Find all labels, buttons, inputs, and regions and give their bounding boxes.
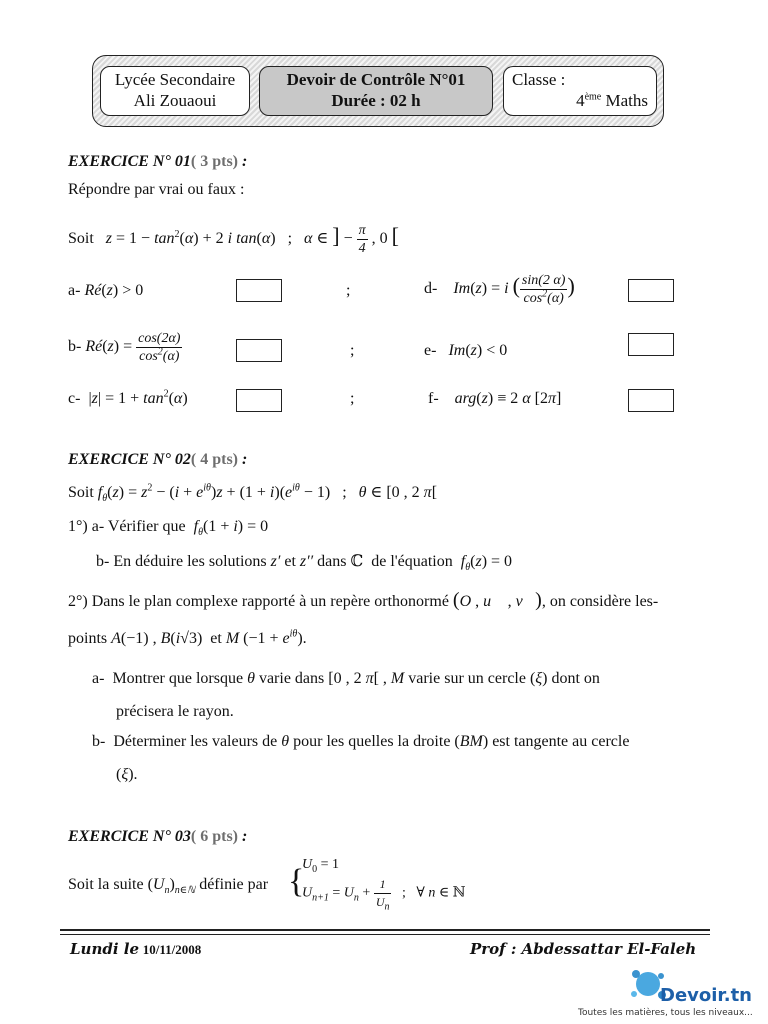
question-2a: a- Montrer que lorsque θ varie dans [0 , 2 π[ , M varie sur un cercle (ξ) dont on	[92, 670, 600, 687]
initial-term: $U_0 = 1$	[302, 857, 340, 875]
question-2b-continued: (ξ).	[116, 766, 138, 783]
school-box	[100, 66, 250, 116]
exercise-1-instruction: Répondre par vrai ou faux :	[68, 181, 245, 198]
item-b: b- Ré(z) = $\frac{\cos(2\alpha)}{\cos^2(\alpha)}$	[68, 331, 181, 364]
exam-duration: Durée : 02 h	[331, 91, 421, 110]
class-box	[503, 66, 657, 116]
item-e: e- Im(z) < 0	[424, 342, 508, 359]
question-1b: b- En déduire les solutions z′ et z′′ dans ℂ de l'équation $f_\theta(z) = 0$	[96, 553, 513, 574]
exercise-1-title: EXERCICE N° 01( 3 pts) :	[68, 153, 248, 170]
footer-rule	[60, 929, 710, 931]
exam-title: Devoir de Contrôle N°01	[286, 70, 466, 89]
footer-rule	[60, 934, 710, 935]
question-2b: b- Déterminer les valeurs de θ pour les quelles la droite (BM) est tangente au cercle	[92, 733, 630, 750]
answer-box-f[interactable]	[628, 389, 674, 412]
item-c: c- $|z| = 1 + \tan^2(\alpha)$	[68, 388, 188, 407]
class-label: Classe :	[512, 70, 566, 89]
footer-author: Prof : Abdessattar El-Faleh	[470, 940, 697, 958]
exercise-2-definition: Soit $f_\theta(z) = z^2 - (i + e^{i\theta})z + (1 + i)(e^{i\theta} - 1)$ ; θ ∈ [0 , 2 π[	[68, 482, 438, 505]
exercise-3-definition: Soit la suite $(U_n)_{n\in ℕ}$ définie par	[68, 876, 269, 897]
item-a: a- Ré(z) > 0	[68, 282, 144, 299]
exercise-2-title: EXERCICE N° 02( 4 pts) :	[68, 451, 248, 468]
answer-box-d[interactable]	[628, 279, 674, 302]
footer-date: Lundi le 10/11/2008	[70, 940, 202, 958]
exercise-3-title: EXERCICE N° 03( 6 pts) :	[68, 828, 248, 845]
system-brace: {	[288, 863, 305, 900]
recurrence-relation: $U_{n+1} = U_n$ + $\frac{1}{U_n}$ ; ∀ n ∈ ℕ	[302, 877, 466, 913]
answer-box-c[interactable]	[236, 389, 282, 412]
question-1a: 1°) a- Vérifier que $f_\theta(1 + i) = 0$	[68, 518, 269, 539]
site-slogan: Toutes les matières, tous les niveaux...	[578, 1008, 753, 1018]
school-name: Lycée Secondaire	[114, 70, 236, 89]
question-2-points: points A(−1) , B(i√3) et M $(-1 + e^{i\theta})$.	[68, 628, 307, 647]
exercise-1-definition: Soit $z = 1 - \tan^2(\alpha) + 2$ i tan(α) ; α ∈ ] − $\frac{\pi}{4}$ , 0 [	[68, 223, 399, 256]
question-2a-continued: précisera le rayon.	[116, 703, 234, 720]
school-location: Ali Zouaoui	[133, 91, 217, 110]
item-f: f- arg(z) ≡ 2 α [2π]	[428, 390, 562, 407]
answer-box-b[interactable]	[236, 339, 282, 362]
separator: ;	[346, 282, 351, 299]
item-d: d- Im(z) = i ( $\frac{\sin(2 \alpha)}{\cos^2(\alpha)}$ )	[424, 273, 575, 306]
exam-header	[92, 55, 664, 127]
class-value: 4ème Maths	[576, 91, 648, 110]
answer-box-a[interactable]	[236, 279, 282, 302]
separator: ;	[350, 342, 355, 359]
separator: ;	[350, 390, 355, 407]
answer-box-e[interactable]	[628, 333, 674, 356]
question-2: 2°) Dans le plan complexe rapporté à un repère orthonormé (O , u⃗ , v⃗), on considère les-	[68, 589, 659, 611]
site-logo: Devoir.tn	[660, 985, 752, 1006]
title-box	[259, 66, 493, 116]
